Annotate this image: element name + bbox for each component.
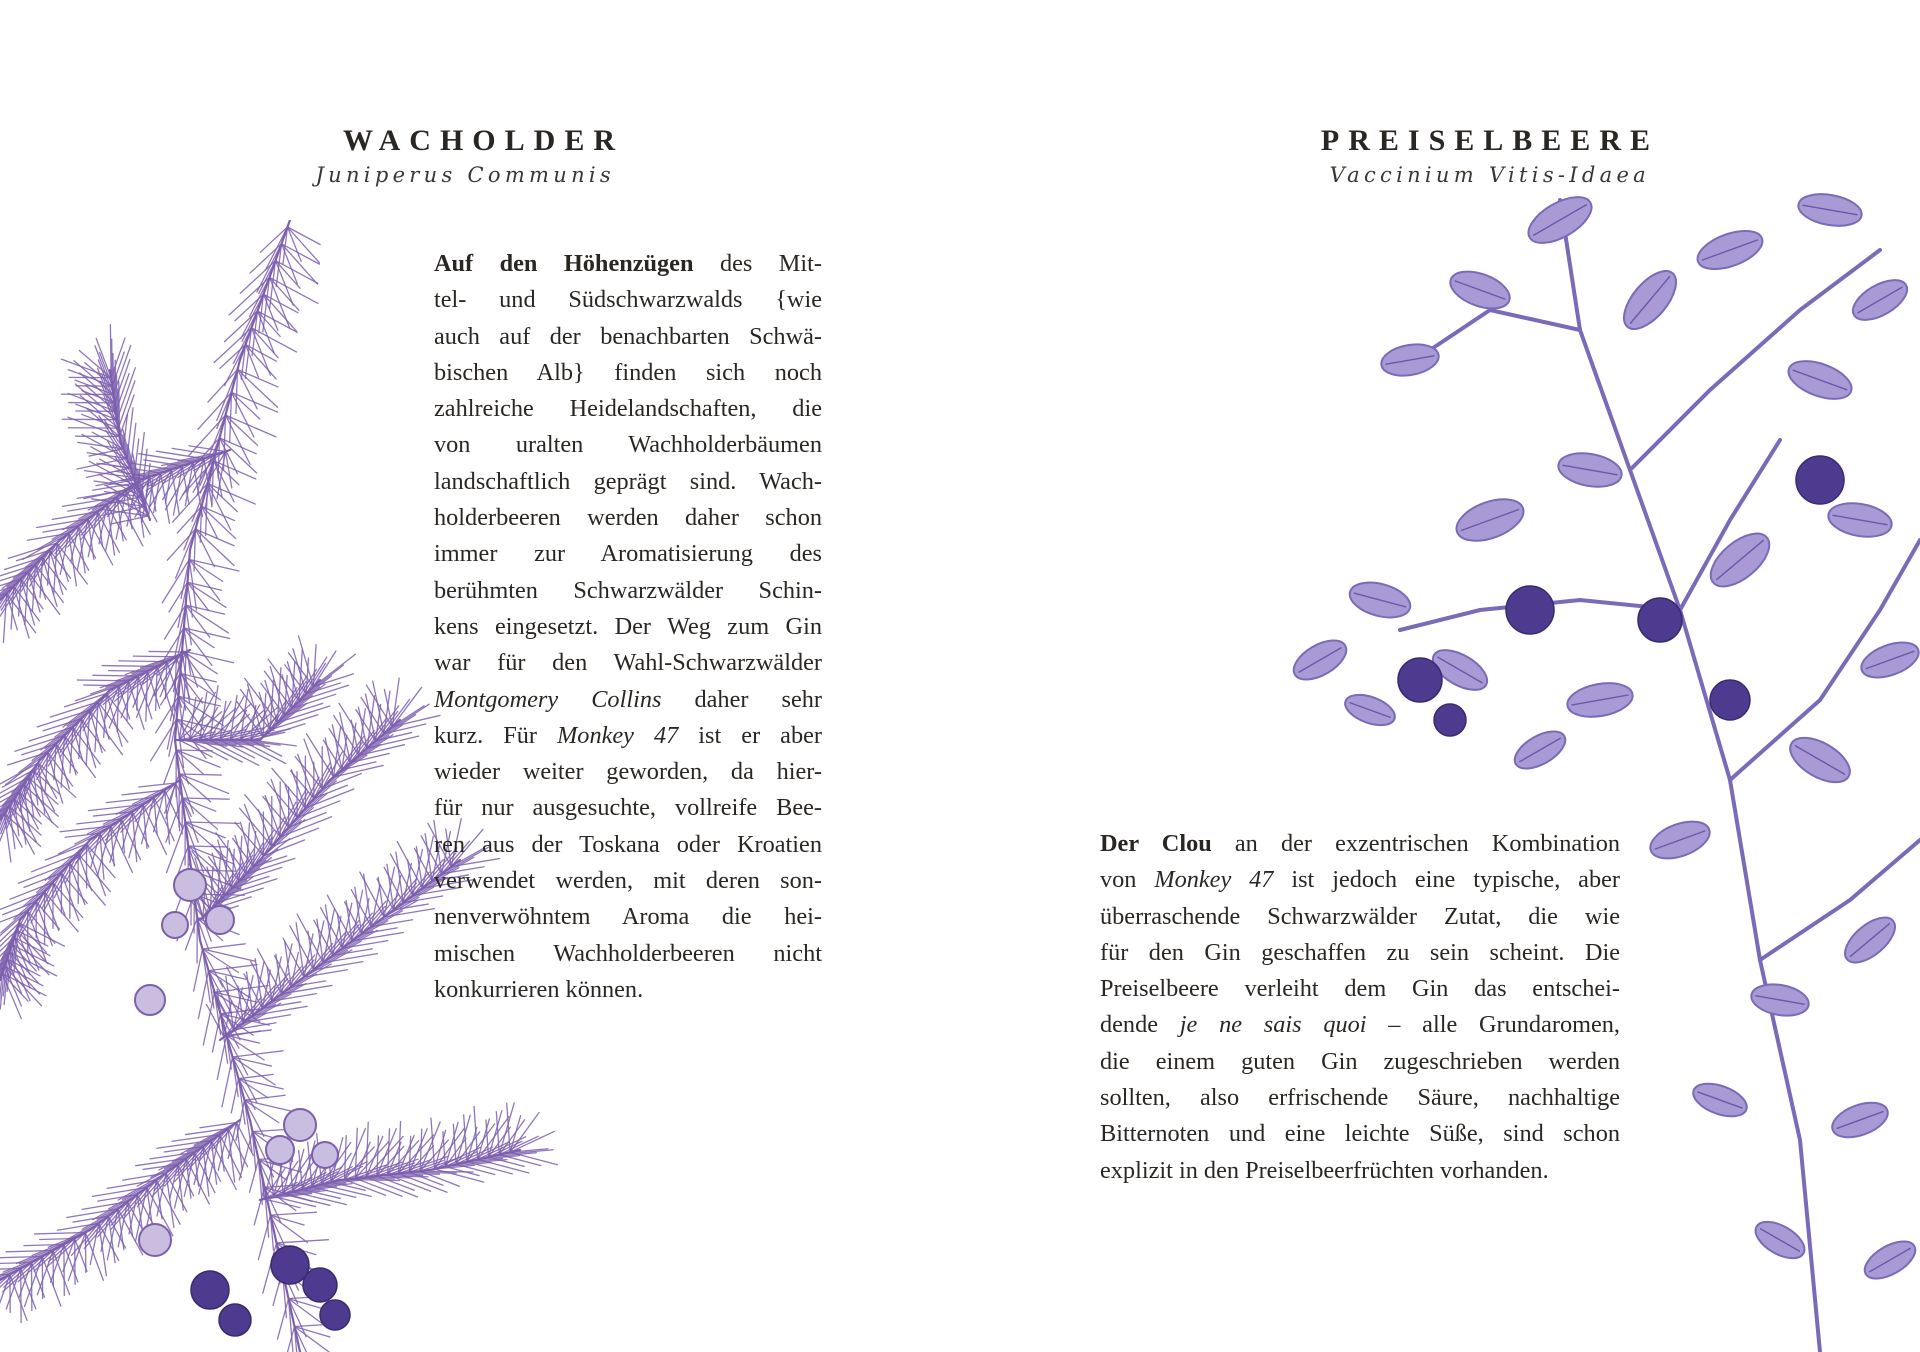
text-line (1100, 1044, 1620, 1080)
text-line (434, 427, 822, 463)
text-line (434, 246, 822, 282)
text-line (1100, 1007, 1620, 1043)
text-run: zahlreiche Heidelandschaften, die (434, 395, 822, 423)
right-page-title: PREISELBEERE (1320, 124, 1659, 157)
right-page-paragraph (1100, 826, 1620, 1189)
text-run: Preiselbeere verleiht dem Gin das entschei- (1100, 975, 1620, 1003)
text-run: auch auf der benachbarten Schwä- (434, 322, 822, 350)
text-run: berühmten Schwarzwälder Schin- (434, 576, 822, 604)
text-line (1100, 1153, 1620, 1189)
text-line (434, 573, 822, 609)
text-run: von (1100, 866, 1155, 894)
text-line (1100, 971, 1620, 1007)
text-run: sollten, also erfrischende Säure, nachhaltige (1100, 1084, 1620, 1112)
italic-phrase: Montgomery Collins (434, 685, 662, 713)
text-run: des Mit- (693, 250, 822, 277)
text-line (434, 936, 822, 972)
text-run: ist er aber (678, 721, 822, 749)
text-line (434, 972, 822, 1008)
text-run: überraschende Schwarzwälder Zutat, die wie (1100, 902, 1620, 930)
text-line (1100, 935, 1620, 971)
text-run: ren aus der Toskana oder Kroatien (434, 830, 822, 858)
text-line (434, 319, 822, 355)
text-line (1100, 826, 1620, 862)
text-run: tel- und Südschwarzwalds {wie (434, 286, 822, 314)
text-line (434, 500, 822, 536)
text-run: an der exzentrischen Kombination (1211, 830, 1620, 857)
text-line (434, 464, 822, 500)
left-page-title: WACHOLDER (342, 124, 624, 157)
text-run: war für den Wahl-Schwarzwälder (434, 649, 822, 677)
text-line (434, 645, 822, 681)
right-page-heading (1320, 124, 1659, 190)
text-run: ist jedoch eine typische, aber (1273, 866, 1620, 894)
text-run: die einem guten Gin zugeschrieben werden (1100, 1047, 1620, 1075)
text-run: mischen Wachholderbeeren nicht (434, 939, 822, 967)
text-line (434, 682, 822, 718)
text-run: für nur ausgesuchte, vollreife Bee- (434, 794, 822, 822)
left-page-heading (315, 124, 624, 190)
text-run: immer zur Aromatisierung des (434, 540, 822, 568)
right-page-subtitle: Vaccinium Vitis-Idaea (1329, 163, 1650, 187)
bold-lead-in: Der Clou (1100, 830, 1212, 857)
italic-phrase: Monkey 47 (557, 721, 679, 749)
left-page-paragraph (434, 246, 822, 1008)
text-run: kurz. Für (434, 721, 558, 749)
text-line (434, 355, 822, 391)
text-run: kens eingesetzt. Der Weg zum Gin (434, 612, 822, 640)
text-run: konkurrieren können. (434, 975, 644, 1003)
text-line (1100, 1080, 1620, 1116)
text-line (434, 790, 822, 826)
text-line (1100, 1116, 1620, 1152)
text-run: Bitternoten und eine leichte Süße, sind schon (1100, 1120, 1620, 1148)
text-run: von uralten Wachholderbäumen (434, 431, 822, 459)
text-line (1100, 862, 1620, 898)
text-line (434, 536, 822, 572)
text-run: verwendet werden, mit deren son- (434, 867, 822, 895)
text-run: landschaftlich geprägt sind. Wach- (434, 467, 822, 495)
text-run: explizit in den Preiselbeerfrüchten vorhanden. (1100, 1156, 1549, 1184)
italic-phrase: Monkey 47 (1154, 866, 1274, 894)
text-line (434, 282, 822, 318)
text-run: holderbeeren werden daher schon (434, 504, 822, 532)
italic-phrase: je ne sais quoi (1179, 1011, 1367, 1039)
left-page-subtitle: Juniperus Communis (315, 163, 615, 187)
text-run: für den Gin geschaffen zu sein scheint. Die (1100, 938, 1620, 966)
text-line (1100, 899, 1620, 935)
text-line (434, 391, 822, 427)
text-run: dende (1100, 1011, 1180, 1039)
text-run: bischen Alb} finden sich noch (434, 358, 822, 386)
text-line (434, 899, 822, 935)
text-run: – alle Grundaromen, (1366, 1011, 1621, 1039)
text-run: daher sehr (661, 685, 823, 713)
text-line (434, 718, 822, 754)
bold-lead-in: Auf den Höhenzügen (434, 250, 694, 277)
text-run: wieder weiter geworden, da hier- (434, 758, 822, 786)
text-run: nenverwöhntem Aroma die hei- (434, 903, 822, 931)
text-line (434, 754, 822, 790)
text-line (434, 827, 822, 863)
text-line (434, 609, 822, 645)
text-line (434, 863, 822, 899)
